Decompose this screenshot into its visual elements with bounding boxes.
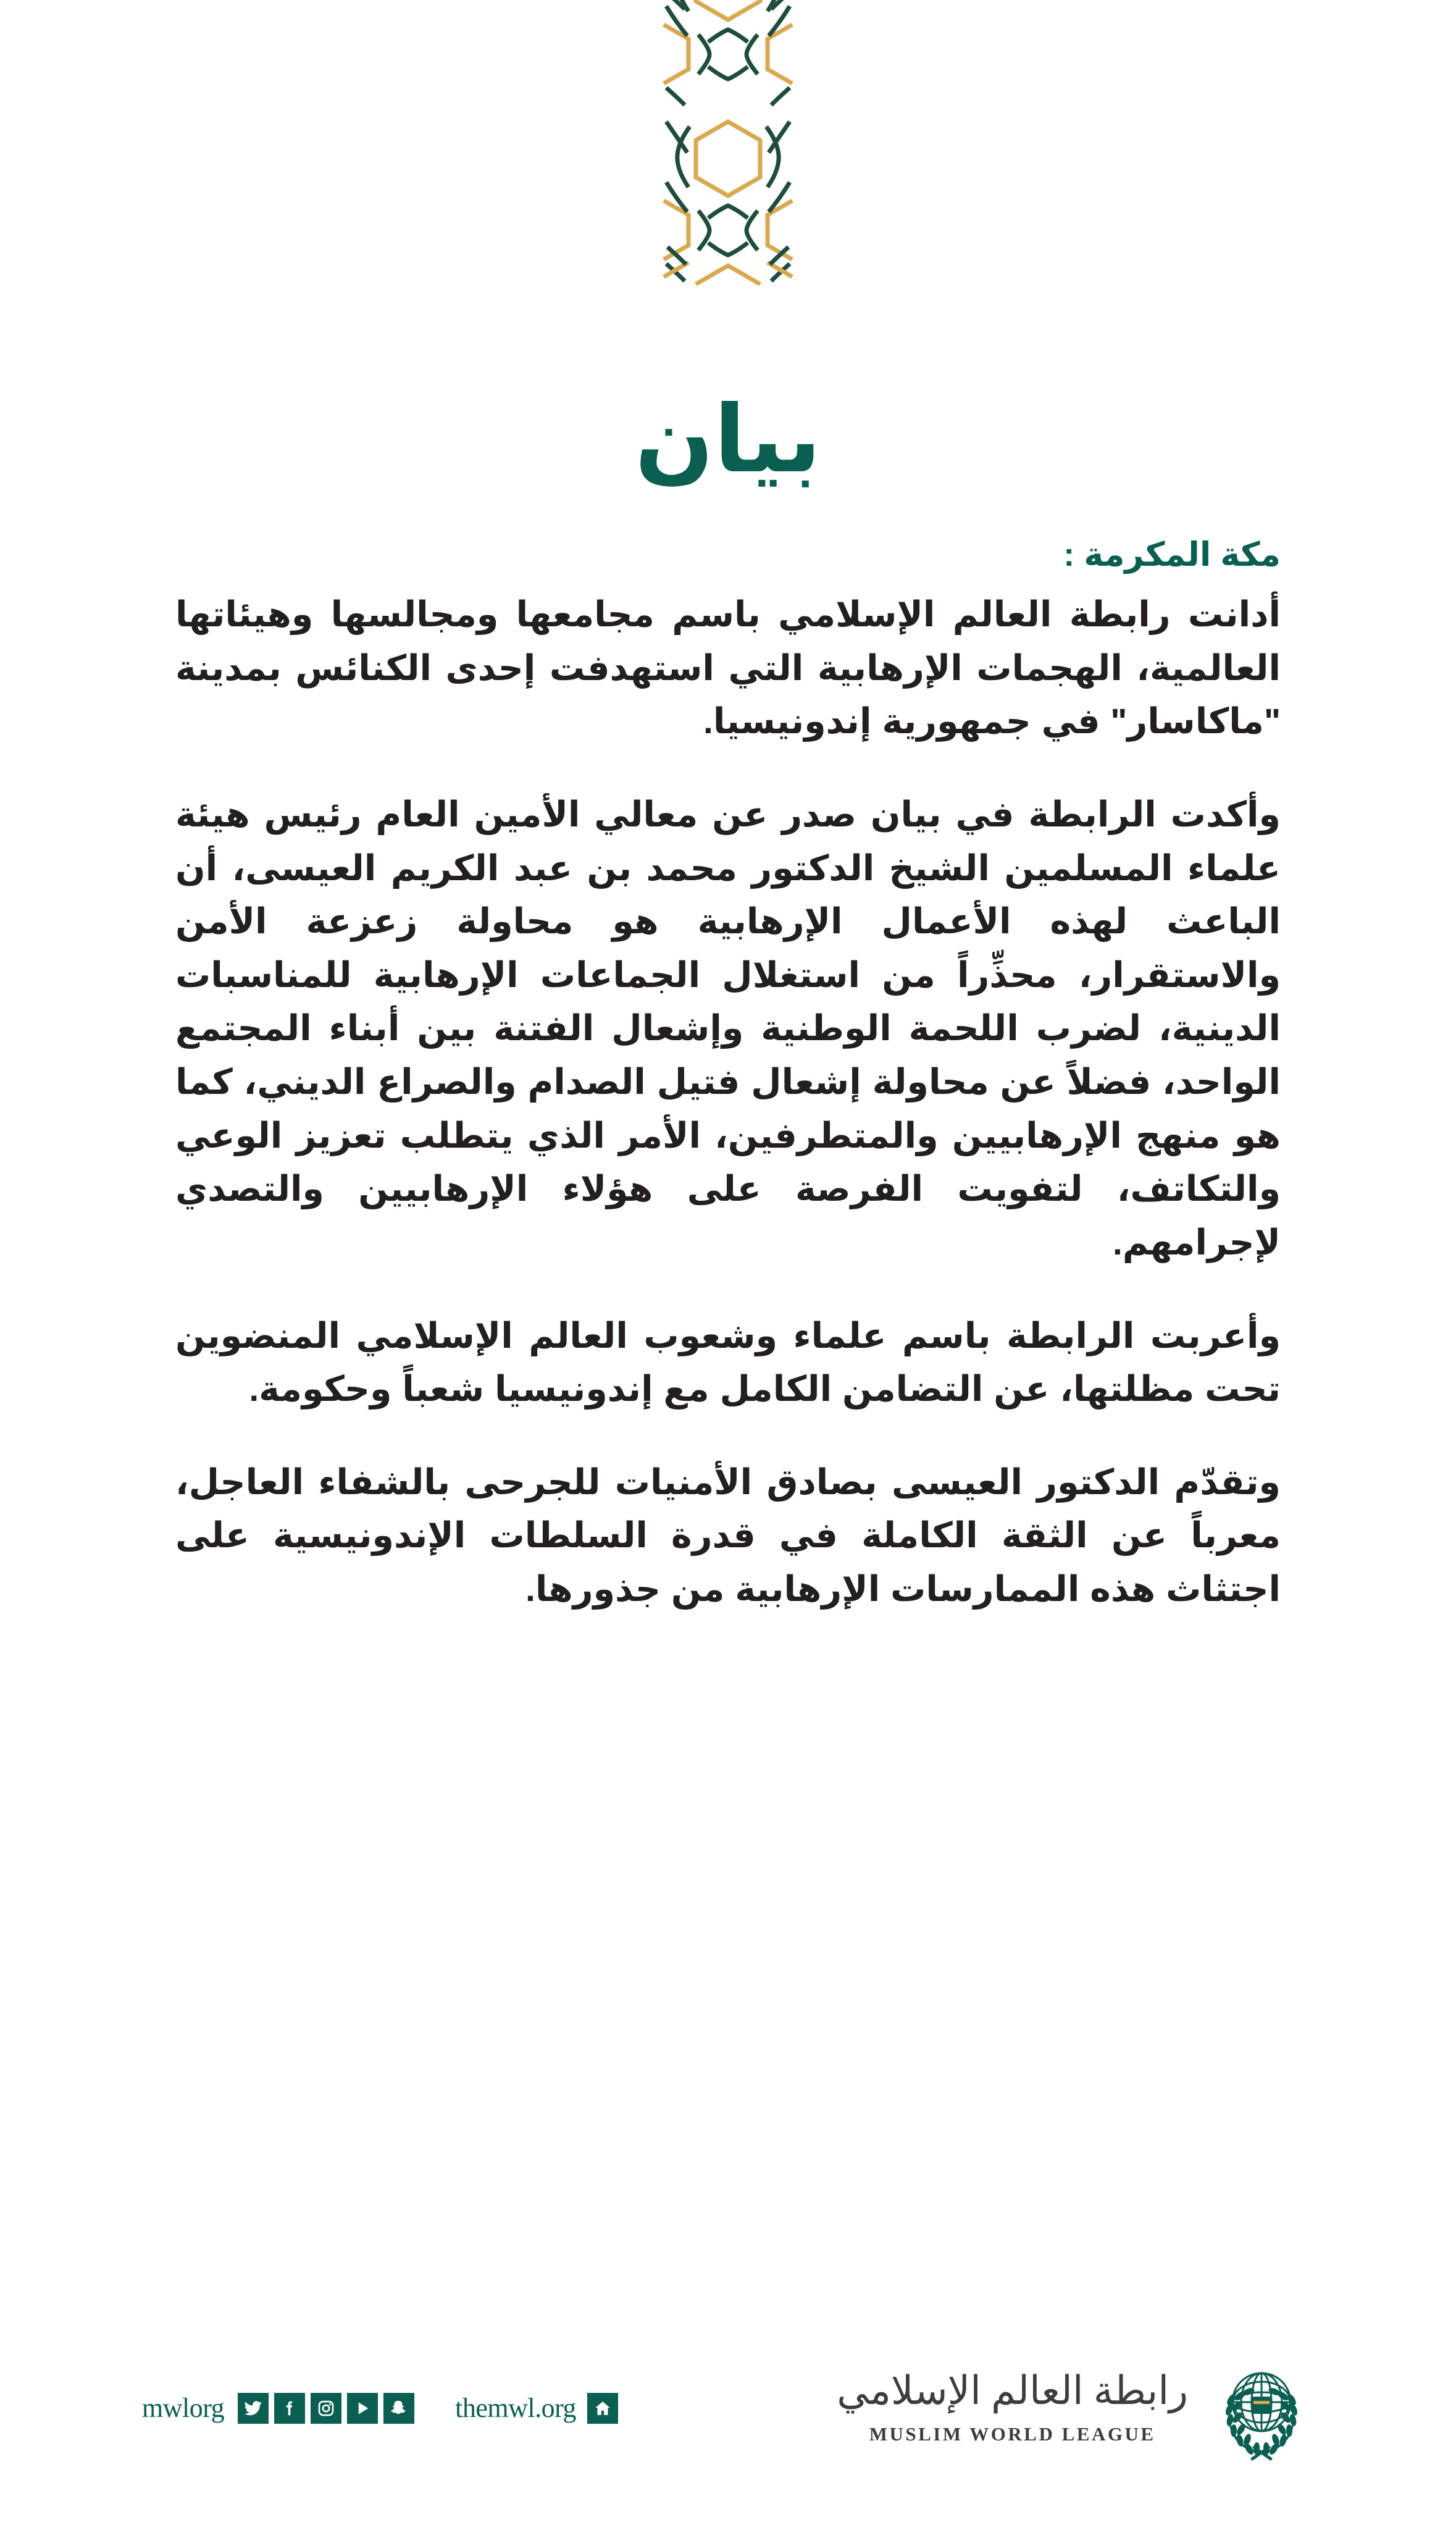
- dateline: مكة المكرمة :: [1063, 536, 1281, 573]
- footer: [0, 2354, 1456, 2462]
- statement-body: [175, 532, 1281, 1616]
- paragraph-1: أدانت رابطة العالم الإسلامي باسم مجامعها ومجالسها وهيئاتها العالمية، الهجمات الإرهابية التي استهدفت إحدى الكنائس بمدينة "ماكاسار" في جمهورية إندونيسيا.: [175, 595, 1281, 742]
- brand-name-arabic: رابطة العالم الإسلامي: [837, 2368, 1188, 2413]
- social-handle: mwlorg: [142, 2393, 225, 2423]
- organization-logo: [837, 2354, 1314, 2462]
- social-icon-row: [238, 2393, 414, 2424]
- website-url[interactable]: themwl.org: [455, 2393, 576, 2423]
- twitter-icon[interactable]: [238, 2393, 269, 2424]
- website-block: [455, 2392, 618, 2424]
- social-block: [142, 2392, 414, 2424]
- page-title: بيان: [635, 387, 821, 491]
- paragraph-4: وتقدّم الدكتور العيسى بصادق الأمنيات للجرحى بالشفاء العاجل، معرباً عن الثقة الكاملة في قدرة السلطات الإندونيسية على اجتثاث هذه الممارسات الإرهابية من جذورها.: [175, 1462, 1281, 1610]
- paragraph-3: وأعربت الرابطة باسم علماء وشعوب العالم الإسلامي المنضوين تحت مظلتها، عن التضامن الكامل مع إندونيسيا شعباً وحكومة.: [175, 1316, 1281, 1410]
- title-block: [0, 387, 1456, 491]
- snapchat-icon[interactable]: [383, 2393, 414, 2424]
- globe-laurel-wreath-emblem: [1209, 2354, 1314, 2462]
- home-icon[interactable]: [587, 2393, 618, 2424]
- facebook-icon[interactable]: [274, 2393, 305, 2424]
- brand-name-english: MUSLIM WORLD LEAGUE: [869, 2423, 1156, 2445]
- youtube-icon[interactable]: [347, 2393, 378, 2424]
- header-ornament: [0, 0, 1456, 355]
- brand-wordmark: [837, 2368, 1188, 2445]
- paragraph-2: وأكدت الرابطة في بيان صدر عن معالي الأمين العام رئيس هيئة علماء المسلمين الشيخ الدكتور محمد بن عبد الكريم العيسى، أن الباعث لهذه الأعمال الإرهابية هو محاولة زعزعة الأمن والاستقرار، محذِّراً من استغلال الجماعات الإرهابية للمناسبات الدينية، لضرب اللحمة الوطنية وإشعال الفتنة بين أبناء المجتمع الواحد، فضلاً عن محاولة إشعال فتيل الصدام والصراع الديني، كما هو منهج الإرهابيين والمتطرفين، الأمر الذي يتطلب تعزيز الوعي والتكاتف، لتفويت الفرصة على هؤلاء الإرهابيين والتصدي لإجرامهم.: [175, 794, 1281, 1263]
- instagram-icon[interactable]: [311, 2393, 341, 2424]
